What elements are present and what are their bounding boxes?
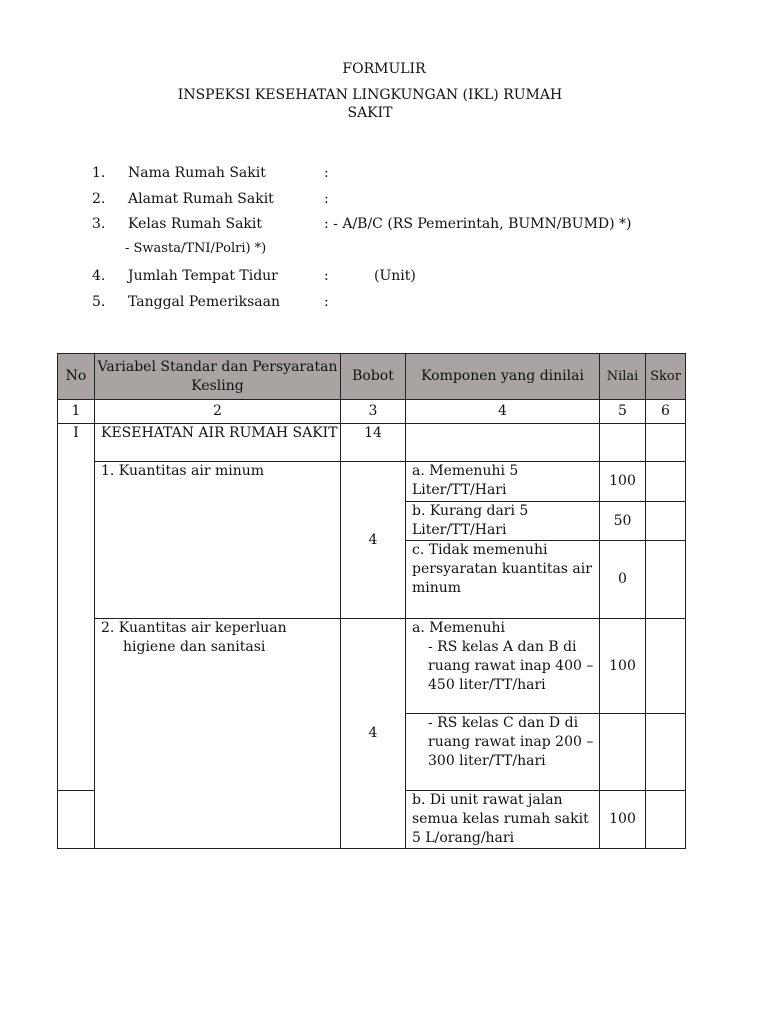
index-cell: 5 bbox=[600, 400, 646, 424]
field-number: 5. bbox=[92, 294, 106, 310]
item1-a-text: a. Memenuhi 5 Liter/TT/Hari bbox=[412, 463, 519, 498]
table-row bbox=[58, 619, 686, 714]
item2-component-a bbox=[406, 619, 600, 714]
field-label: Kelas Rumah Sakit bbox=[128, 216, 262, 232]
field-number: 2. bbox=[92, 191, 106, 207]
header-skor: Skor bbox=[646, 354, 686, 400]
item2-a2-text: - RS kelas C dan D di ruang rawat inap 200 – 300 liter/TT/hari bbox=[428, 715, 594, 769]
item1-component-c bbox=[406, 541, 600, 619]
section-number: I bbox=[58, 424, 95, 791]
table-row bbox=[58, 462, 686, 502]
field-separator: : - A/B/C (RS Pemerintah, BUMN/BUMD) *) bbox=[324, 216, 632, 232]
field-number: 4. bbox=[92, 268, 106, 284]
table-row-section bbox=[58, 424, 686, 462]
field-separator: : bbox=[324, 191, 329, 207]
empty-cell bbox=[646, 424, 686, 462]
empty-cell bbox=[646, 462, 686, 502]
field-number: 1. bbox=[92, 165, 106, 181]
item2-b-text: b. Di unit rawat jalan semua kelas rumah sakit 5 L/orang/hari bbox=[412, 792, 589, 846]
section-bobot: 14 bbox=[341, 424, 406, 462]
field-label: Nama Rumah Sakit bbox=[128, 165, 266, 181]
index-cell: 4 bbox=[406, 400, 600, 424]
field-label: Alamat Rumah Sakit bbox=[128, 191, 274, 207]
item1-c-nilai: 0 bbox=[600, 541, 646, 619]
item1-b-nilai: 50 bbox=[600, 502, 646, 541]
table-header-row bbox=[58, 354, 686, 400]
field-separator: : bbox=[324, 165, 329, 181]
item2-b-nilai: 100 bbox=[600, 791, 646, 849]
item2-a1-nilai: 100 bbox=[600, 619, 646, 714]
item1-b-text: b. Kurang dari 5 Liter/TT/Hari bbox=[412, 503, 529, 538]
class-option-2: - Swasta/TNI/Polri) *) bbox=[125, 241, 267, 256]
header-no: No bbox=[58, 354, 95, 400]
item1-c-text: c. Tidak memenuhi persyaratan kuantitas air minum bbox=[412, 542, 592, 596]
item2-a2-nilai bbox=[600, 714, 646, 791]
item2-bobot: 4 bbox=[341, 619, 406, 849]
header-bobot: Bobot bbox=[341, 354, 406, 400]
form-title: FORMULIR bbox=[342, 61, 426, 77]
header-nilai: Nilai bbox=[600, 354, 646, 400]
field-number: 3. bbox=[92, 216, 106, 232]
empty-cell bbox=[646, 541, 686, 619]
index-cell: 1 bbox=[58, 400, 95, 424]
field-separator: : bbox=[324, 268, 329, 284]
item2-a-text: a. Memenuhi bbox=[412, 620, 505, 636]
item2-a1-text: - RS kelas A dan B di ruang rawat inap 400 – 450 liter/TT/hari bbox=[428, 639, 594, 693]
empty-cell bbox=[646, 791, 686, 849]
item2-label-line2: higiene dan sanitasi bbox=[123, 639, 266, 655]
empty-cell bbox=[646, 619, 686, 714]
header-variabel: Variabel Standar dan Persyaratan Kesling bbox=[95, 354, 341, 400]
item2-label-line1: 2. Kuantitas air keperluan bbox=[101, 620, 287, 636]
item1-component-a bbox=[406, 462, 600, 502]
item1-bobot: 4 bbox=[341, 462, 406, 619]
item1-a-nilai: 100 bbox=[600, 462, 646, 502]
section-title: KESEHATAN AIR RUMAH SAKIT bbox=[95, 424, 341, 462]
index-cell: 3 bbox=[341, 400, 406, 424]
section-number-cont bbox=[58, 791, 95, 849]
index-cell: 2 bbox=[95, 400, 341, 424]
empty-cell bbox=[646, 714, 686, 791]
item2-component-a2 bbox=[406, 714, 600, 791]
item1-component-b bbox=[406, 502, 600, 541]
field-label: Tanggal Pemeriksaan bbox=[128, 294, 280, 310]
empty-cell bbox=[646, 502, 686, 541]
item1-label: 1. Kuantitas air minum bbox=[95, 462, 341, 619]
item2-label bbox=[95, 619, 341, 849]
form-subtitle: INSPEKSI KESEHATAN LINGKUNGAN (IKL) RUMAH SAKIT bbox=[177, 87, 563, 121]
inspection-table bbox=[57, 353, 686, 849]
field-value: (Unit) bbox=[374, 268, 416, 284]
empty-cell bbox=[406, 424, 600, 462]
empty-cell bbox=[600, 424, 646, 462]
header-komponen: Komponen yang dinilai bbox=[406, 354, 600, 400]
field-label: Jumlah Tempat Tidur bbox=[128, 268, 278, 284]
field-separator: : bbox=[324, 294, 329, 310]
item2-component-b bbox=[406, 791, 600, 849]
table-index-row bbox=[58, 400, 686, 424]
index-cell: 6 bbox=[646, 400, 686, 424]
